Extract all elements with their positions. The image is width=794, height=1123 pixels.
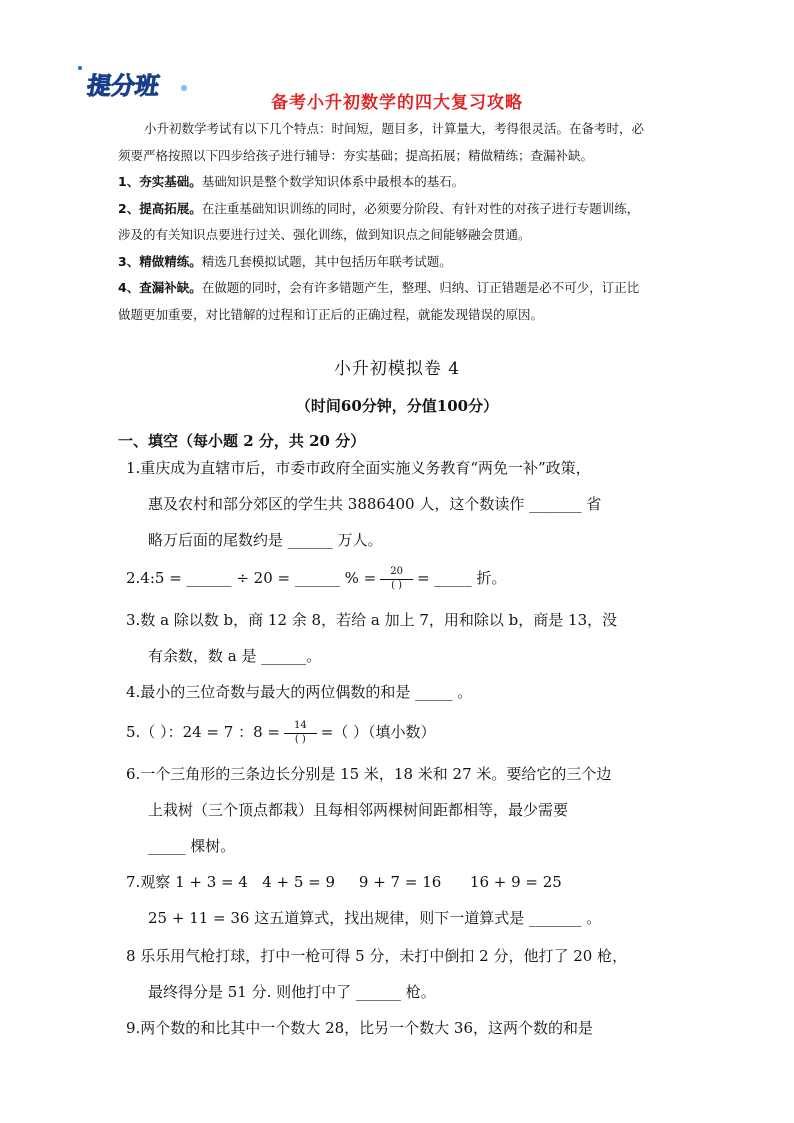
q1-line2: 惠及农村和部分郊区的学生共 3886400 人，这个数读作 _______ 省 bbox=[148, 495, 602, 513]
q2-prefix: 2.4:5 = ______ ÷ 20 = ______ % = bbox=[126, 569, 377, 587]
question-5 bbox=[126, 714, 726, 750]
tip-1 bbox=[118, 169, 718, 196]
tip-4-head: 4、查漏补缺。 bbox=[118, 280, 202, 295]
tip-1-head: 1、夯实基础。 bbox=[118, 174, 202, 189]
question-6 bbox=[126, 756, 726, 864]
question-7 bbox=[126, 864, 726, 936]
q6-line1: 6.一个三角形的三条边长分别是 15 米，18 米和 27 米。要给它的三个边 bbox=[126, 765, 612, 783]
q6-line3: _____ 棵树。 bbox=[148, 837, 236, 855]
q7-line1: 7.观察 1 + 3 = 4 4 + 5 = 9 9 + 7 = 16 16 + 9 = 25 bbox=[126, 873, 562, 891]
logo-line1: 小升初 bbox=[81, 42, 158, 70]
tip-4 bbox=[118, 275, 718, 302]
q3-line2: 有余数，数 a 是 ______。 bbox=[148, 647, 322, 665]
q8-line1: 8 乐乐用气枪打球，打中一枪可得 5 分，未打中倒扣 2 分，他打了 20 枪， bbox=[126, 947, 628, 965]
question-9 bbox=[126, 1010, 726, 1046]
question-2 bbox=[126, 560, 726, 596]
paper-title: 小升初模拟卷 4 bbox=[333, 359, 461, 379]
tip-4-cont: 做题更加重要，对比错解的过程和订正后的正确过程，就能发现错误的原因。 bbox=[118, 306, 544, 322]
q2-fraction bbox=[380, 566, 413, 592]
q5-numerator: 14 bbox=[284, 720, 317, 734]
q5-denominator: ( ) bbox=[294, 734, 306, 745]
q5-suffix: =（ ）（填小数） bbox=[320, 723, 436, 741]
logo-line2: 提分班 bbox=[85, 72, 162, 100]
question-1 bbox=[126, 450, 726, 558]
tip-3-body: 精选几套模拟试题，其中包括历年联考试题。 bbox=[201, 253, 452, 269]
paper-subtitle: （时间60分钟，分值100分） bbox=[295, 397, 499, 415]
tip-1-body: 基础知识是整个数学知识体系中最根本的基石。 bbox=[201, 174, 465, 189]
tip-4-body: 在做题的同时，会有许多错题产生，整理、归纳、订正错题是必不可少，订正比 bbox=[201, 280, 640, 295]
question-3 bbox=[126, 602, 726, 674]
q1-line1: 1.重庆成为直辖市后，市委市政府全面实施义务教育“两免一补”政策， bbox=[126, 459, 591, 477]
question-4: 4.最小的三位奇数与最大的两位偶数的和是 _____ 。 bbox=[126, 683, 473, 701]
q3-line1: 3.数 a 除以数 b，商 12 余 8，若给 a 加上 7，用和除以 b，商是 13，没 bbox=[126, 611, 618, 629]
q5-fraction bbox=[284, 720, 317, 746]
q2-suffix: = _____ 折。 bbox=[416, 569, 507, 587]
intro-line2: 须要严格按照以下四步给孩子进行辅导：夯实基础；提高拓展；精做精练；查漏补缺。 bbox=[118, 147, 594, 163]
question-8 bbox=[126, 938, 726, 1010]
tip-2 bbox=[118, 196, 718, 223]
intro-line1: 小升初数学考试有以下几个特点：时间短，题目多，计算量大，考得很灵活。在备考时，必 bbox=[144, 121, 645, 136]
q1-line3: 略万后面的尾数约是 ______ 万人。 bbox=[148, 531, 383, 549]
tip-3 bbox=[118, 249, 718, 276]
q2-numerator: 20 bbox=[380, 566, 413, 580]
q6-line2: 上栽树（三个顶点都栽）且每相邻两棵树间距都相等，最少需要 bbox=[148, 801, 569, 819]
tip-2-head: 2、提高拓展。 bbox=[118, 200, 202, 216]
tip-2-cont: 涉及的有关知识点要进行过关、强化训练，做到知识点之间能够融会贯通。 bbox=[118, 227, 531, 242]
q9-line1: 9.两个数的和比其中一个数大 28，比另一个数大 36，这两个数的和是 bbox=[126, 1019, 594, 1037]
q8-line2: 最终得分是 51 分. 则他打中了 ______ 枪。 bbox=[148, 983, 436, 1001]
tip-3-head: 3、精做精练。 bbox=[118, 253, 202, 269]
page-title: 备考小升初数学的四大复习攻略 bbox=[271, 93, 523, 113]
section-heading: 一、填空（每小题 2 分，共 20 分） bbox=[118, 432, 366, 450]
q7-line2: 25 + 11 = 36 这五道算式，找出规律，则下一道算式是 _______ 。 bbox=[148, 909, 602, 927]
q2-denominator: ( ) bbox=[391, 580, 403, 591]
tip-2-body: 在注重基础知识训练的同时，必须要分阶段、有针对性的对孩子进行专题训练， bbox=[201, 200, 640, 216]
tips-section bbox=[118, 116, 718, 328]
q5-prefix: 5.（ ）：24 = 7 ：8 = bbox=[126, 723, 280, 741]
